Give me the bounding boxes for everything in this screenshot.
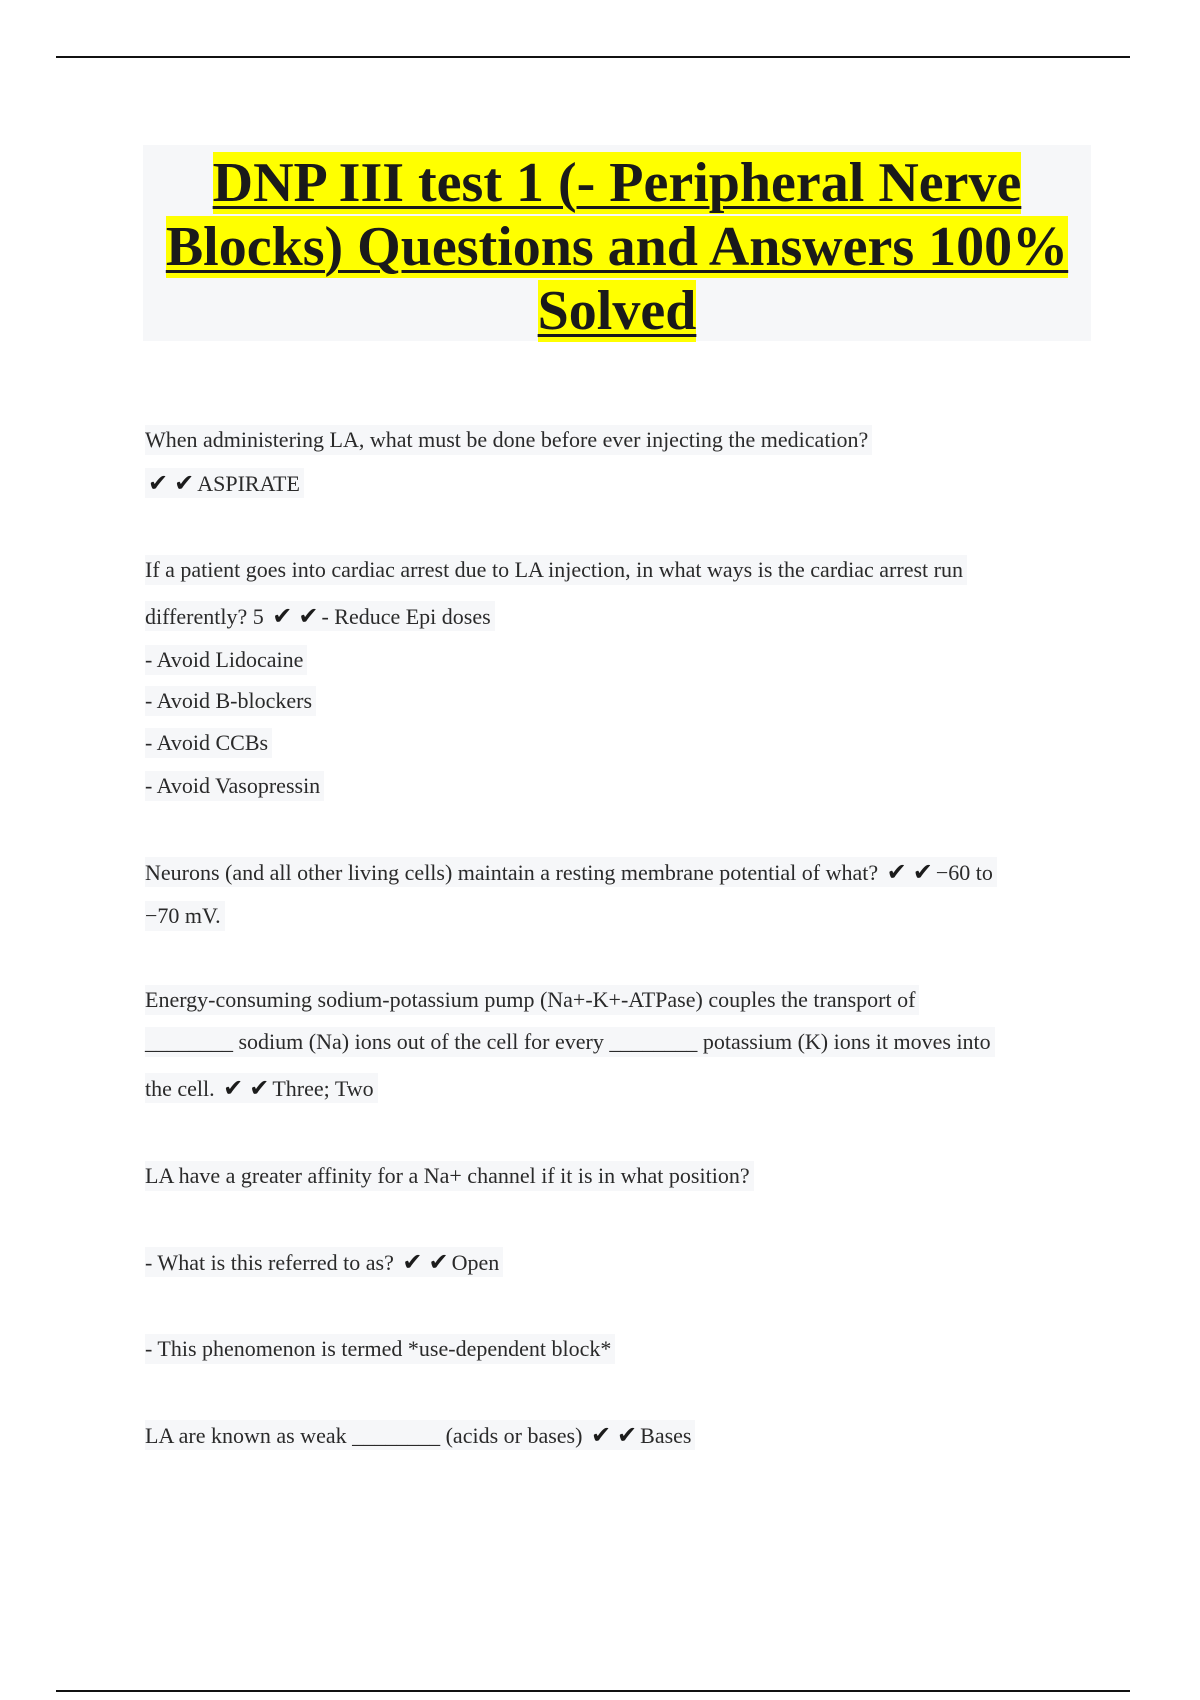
check-icon: ✔ bbox=[174, 469, 195, 497]
question-text: - What is this referred to as? bbox=[145, 1250, 394, 1275]
answer-text: - Avoid Lidocaine bbox=[145, 645, 307, 675]
check-icon: ✔ bbox=[617, 1421, 638, 1449]
question-answer-line bbox=[145, 1420, 695, 1450]
question-text: the cell. bbox=[145, 1076, 215, 1101]
top-rule bbox=[56, 56, 1130, 58]
question-text: differently? 5 bbox=[145, 604, 264, 629]
question-text: LA have a greater affinity for a Na+ channel if it is in what position? bbox=[145, 1161, 754, 1191]
check-icon: ✔ bbox=[428, 1248, 449, 1276]
question-answer-line bbox=[145, 857, 997, 887]
answer-text: - Avoid Vasopressin bbox=[145, 771, 324, 801]
answer-text: −60 to bbox=[935, 860, 993, 885]
question-text: - This phenomenon is termed *use-dependent block* bbox=[145, 1334, 615, 1364]
check-icon: ✔ bbox=[249, 1074, 270, 1102]
question-text: If a patient goes into cardiac arrest due to LA injection, in what ways is the cardiac arrest run bbox=[145, 555, 967, 585]
question-text: LA are known as weak ________ (acids or bases) bbox=[145, 1423, 583, 1448]
answer-text: Three; Two bbox=[272, 1076, 374, 1101]
document-title: DNP III test 1 (- Peripheral Nerve Blocks) Questions and Answers 100% Solved bbox=[165, 152, 1069, 342]
answer-text: - Reduce Epi doses bbox=[321, 604, 491, 629]
check-icon: ✔ bbox=[272, 602, 293, 630]
check-icon: ✔ bbox=[402, 1248, 423, 1276]
check-icon: ✔ bbox=[223, 1074, 244, 1102]
question-text: Neurons (and all other living cells) maintain a resting membrane potential of what? bbox=[145, 860, 879, 885]
question-text: ________ sodium (Na) ions out of the cell for every ________ potassium (K) ions it moves into bbox=[145, 1027, 995, 1057]
answer-line bbox=[145, 468, 304, 498]
title-block bbox=[143, 145, 1091, 341]
check-icon: ✔ bbox=[886, 858, 907, 886]
question-answer-line bbox=[145, 1073, 378, 1103]
answer-text: Open bbox=[451, 1250, 500, 1275]
answer-text: Bases bbox=[640, 1423, 692, 1448]
answer-text: - Avoid B-blockers bbox=[145, 686, 316, 716]
question-text: Energy-consuming sodium-potassium pump (Na+-K+-ATPase) couples the transport of bbox=[145, 985, 919, 1015]
question-text: When administering LA, what must be done before ever injecting the medication? bbox=[145, 425, 872, 455]
answer-text: −70 mV. bbox=[145, 901, 225, 931]
check-icon: ✔ bbox=[148, 469, 169, 497]
bottom-rule bbox=[56, 1690, 1130, 1692]
check-icon: ✔ bbox=[912, 858, 933, 886]
question-answer-line bbox=[145, 1247, 503, 1277]
check-icon: ✔ bbox=[298, 602, 319, 630]
answer-text: ASPIRATE bbox=[197, 471, 300, 496]
check-icon: ✔ bbox=[590, 1421, 612, 1449]
question-answer-line bbox=[145, 601, 495, 631]
answer-text: - Avoid CCBs bbox=[145, 728, 272, 758]
